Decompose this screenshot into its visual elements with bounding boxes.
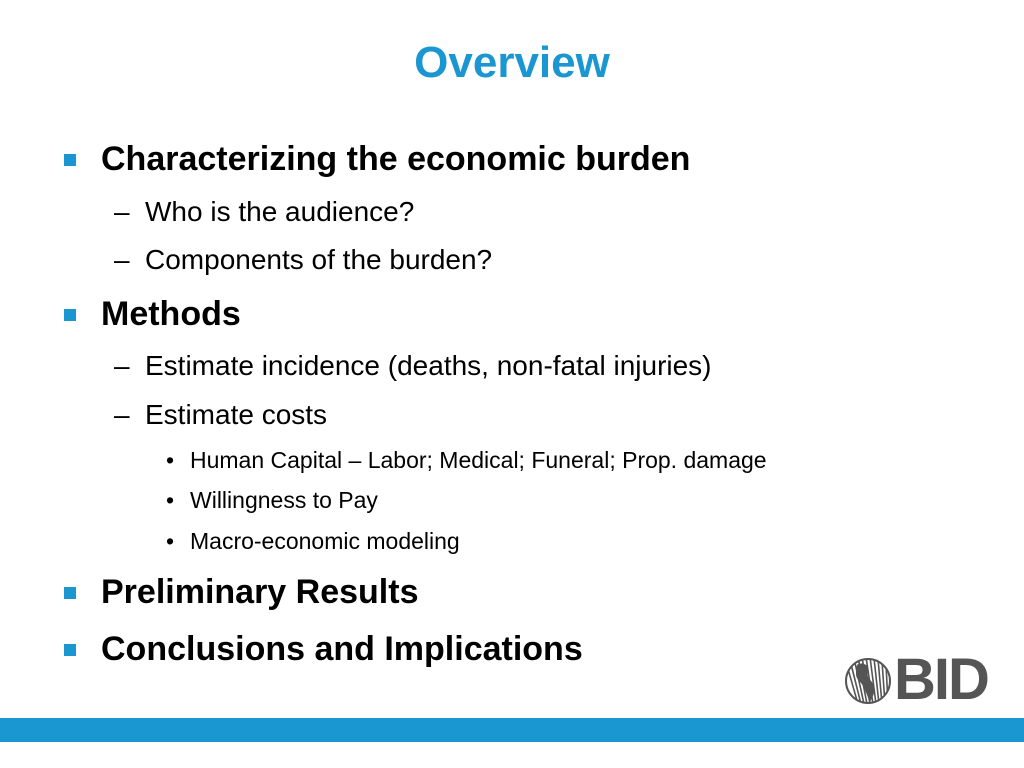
dot-bullet-icon: • xyxy=(166,487,175,513)
dash-bullet-icon: – xyxy=(114,244,130,275)
bullet-text: Who is the audience? xyxy=(145,196,415,227)
bullet-text: Characterizing the economic burden xyxy=(101,140,691,178)
slide-title: Overview xyxy=(414,38,610,87)
bullet-text: Components of the burden? xyxy=(145,244,493,275)
bullet-text: Willingness to Pay xyxy=(190,487,378,513)
bullet-text: Estimate costs xyxy=(145,399,328,430)
bullet-text: Preliminary Results xyxy=(101,573,419,611)
bullet-text: Human Capital – Labor; Medical; Funeral; Prop. damage xyxy=(190,447,767,473)
bullet-text: Conclusions and Implications xyxy=(101,630,583,668)
logo-text: BID xyxy=(894,647,988,712)
square-bullet-icon xyxy=(64,154,76,166)
bullet-text: Macro-economic modeling xyxy=(190,528,460,554)
dash-bullet-icon: – xyxy=(114,350,130,381)
dash-bullet-icon: – xyxy=(114,399,130,430)
dot-bullet-icon: • xyxy=(166,528,175,554)
globe-icon xyxy=(844,652,894,710)
square-bullet-icon xyxy=(64,644,76,656)
square-bullet-icon xyxy=(64,309,76,321)
dot-bullet-icon: • xyxy=(166,447,175,473)
bid-logo xyxy=(844,647,1000,712)
bullet-text: Estimate incidence (deaths, non-fatal injuries) xyxy=(145,350,712,381)
footer-bar xyxy=(0,718,1024,742)
dash-bullet-icon: – xyxy=(114,196,130,227)
square-bullet-icon xyxy=(64,587,76,599)
bullet-text: Methods xyxy=(101,295,241,333)
